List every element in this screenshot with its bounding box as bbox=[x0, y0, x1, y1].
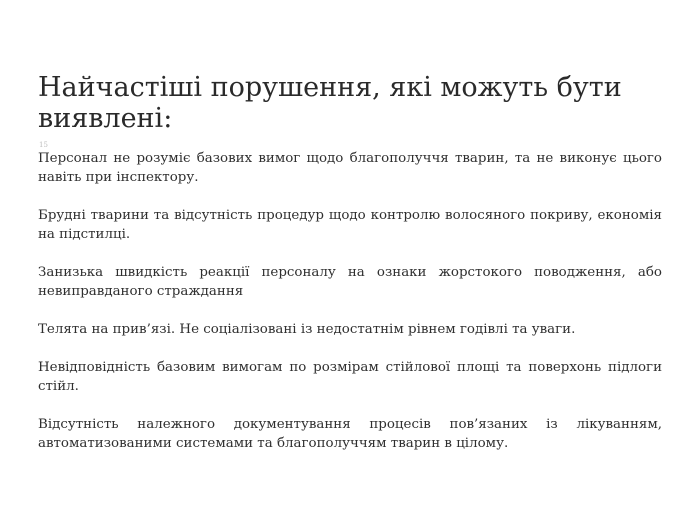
slide-title: Найчастіші порушення, які можуть бути виявлені: bbox=[38, 72, 622, 134]
paragraph-stall-requirements: Невідповідність базовим вимогам по розмірам стійлової площі та поверхонь підлоги стійл. bbox=[38, 360, 662, 394]
paragraph-staff-reaction: Занизька швидкість реакції персоналу на ознаки жорстокого поводження, або невиправданого страждання bbox=[38, 265, 662, 299]
paragraph-dirty-animals: Брудні тварини та відсутність процедур щодо контролю волосяного покриву, економія на підстилці. bbox=[38, 208, 662, 242]
slide-number: 15 bbox=[39, 141, 48, 149]
paragraph-staff-knowledge: Персонал не розуміє базових вимог щодо благополуччя тварин, та не виконує цього навіть при інспектору. bbox=[38, 151, 662, 185]
paragraph-documentation: Відсутність належного документування процесів пов’язаних із лікуванням, автоматизованими системами та благополуччям тварин в цілому. bbox=[38, 417, 662, 451]
slide-body bbox=[38, 149, 662, 472]
paragraph-tethered-calves: Телята на прив’язі. Не соціалізовані із недостатнім рівнем годівлі та уваги. bbox=[38, 322, 576, 337]
